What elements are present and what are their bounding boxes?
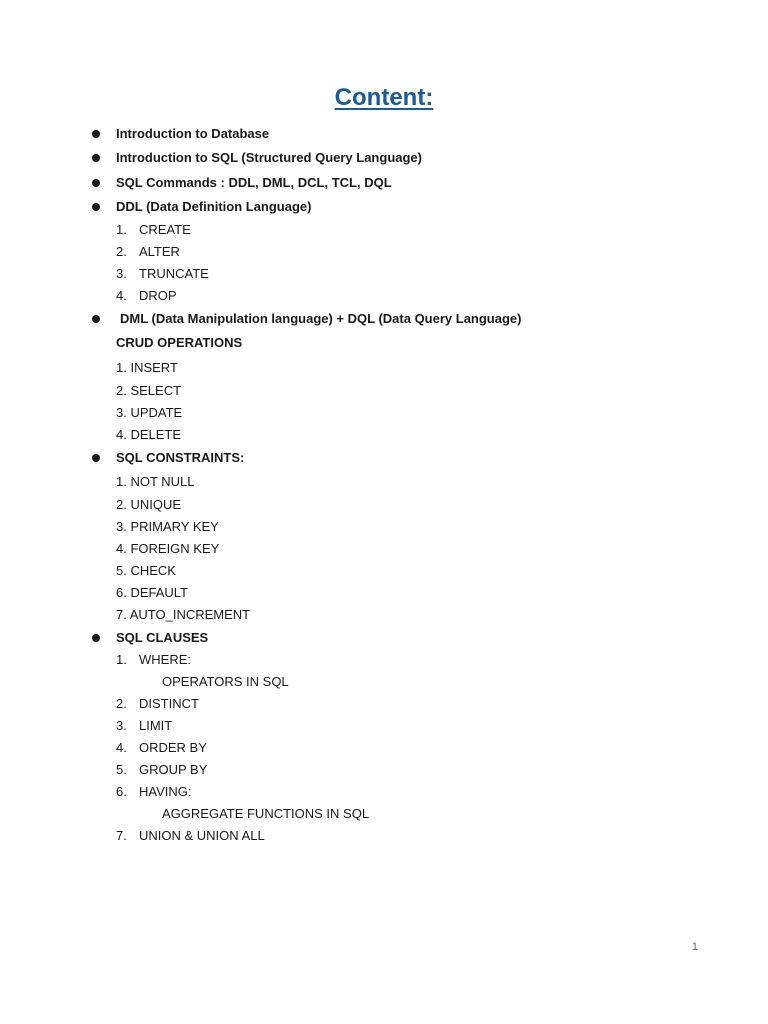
list-item: DISTINCT (139, 696, 199, 711)
list-item: CREATE (139, 222, 191, 237)
list-number: 2. (116, 244, 127, 259)
list-item: 2. SELECT (116, 383, 182, 398)
bullet-icon (92, 454, 100, 462)
list-item: 3. PRIMARY KEY (116, 519, 219, 534)
list-item: LIMIT (139, 718, 173, 733)
list-item: 1. NOT NULL (116, 474, 195, 489)
page-title: Content: (334, 84, 434, 111)
bullet-icon (92, 154, 100, 162)
bullet-item: SQL CLAUSES (116, 630, 209, 645)
list-number: 2. (116, 696, 127, 711)
bullet-icon (92, 634, 100, 642)
list-item: UNION & UNION ALL (139, 828, 265, 843)
list-item: GROUP BY (139, 762, 208, 777)
list-item: TRUNCATE (139, 266, 209, 281)
section-heading: CRUD OPERATIONS (116, 335, 243, 350)
list-item: 1. INSERT (116, 360, 178, 375)
list-number: 1. (116, 222, 127, 237)
list-number: 7. (116, 828, 127, 843)
list-subitem: OPERATORS IN SQL (162, 674, 289, 689)
bullet-item: Introduction to SQL (Structured Query Language) (116, 150, 422, 165)
list-item: 5. CHECK (116, 563, 176, 578)
list-subitem: AGGREGATE FUNCTIONS IN SQL (162, 806, 370, 821)
list-number: 3. (116, 266, 127, 281)
list-item: HAVING: (139, 784, 192, 799)
page-number: 1 (691, 941, 698, 953)
list-number: 4. (116, 288, 127, 303)
list-item: 2. UNIQUE (116, 497, 182, 512)
list-item: ORDER BY (139, 740, 207, 755)
list-number: 4. (116, 740, 127, 755)
list-item: 4. DELETE (116, 427, 182, 442)
bullet-icon (92, 179, 100, 187)
list-number: 1. (116, 652, 127, 667)
bullet-item: SQL Commands : DDL, DML, DCL, TCL, DQL (116, 175, 392, 190)
bullet-item: DML (Data Manipulation language) + DQL (Data Query Language) (120, 311, 522, 326)
bullet-item: Introduction to Database (116, 126, 270, 141)
list-number: 5. (116, 762, 127, 777)
list-number: 3. (116, 718, 127, 733)
bullet-item: SQL CONSTRAINTS: (116, 450, 245, 465)
list-item: ALTER (139, 244, 180, 259)
list-item: DROP (139, 288, 177, 303)
list-item: 7. AUTO_INCREMENT (116, 607, 251, 622)
list-item: 4. FOREIGN KEY (116, 541, 220, 556)
list-item: 6. DEFAULT (116, 585, 189, 600)
list-item: WHERE: (139, 652, 191, 667)
bullet-icon (92, 203, 100, 211)
list-item: 3. UPDATE (116, 405, 183, 420)
list-number: 6. (116, 784, 127, 799)
bullet-icon (92, 315, 100, 323)
bullet-item: DDL (Data Definition Language) (116, 199, 312, 214)
bullet-icon (92, 130, 100, 138)
